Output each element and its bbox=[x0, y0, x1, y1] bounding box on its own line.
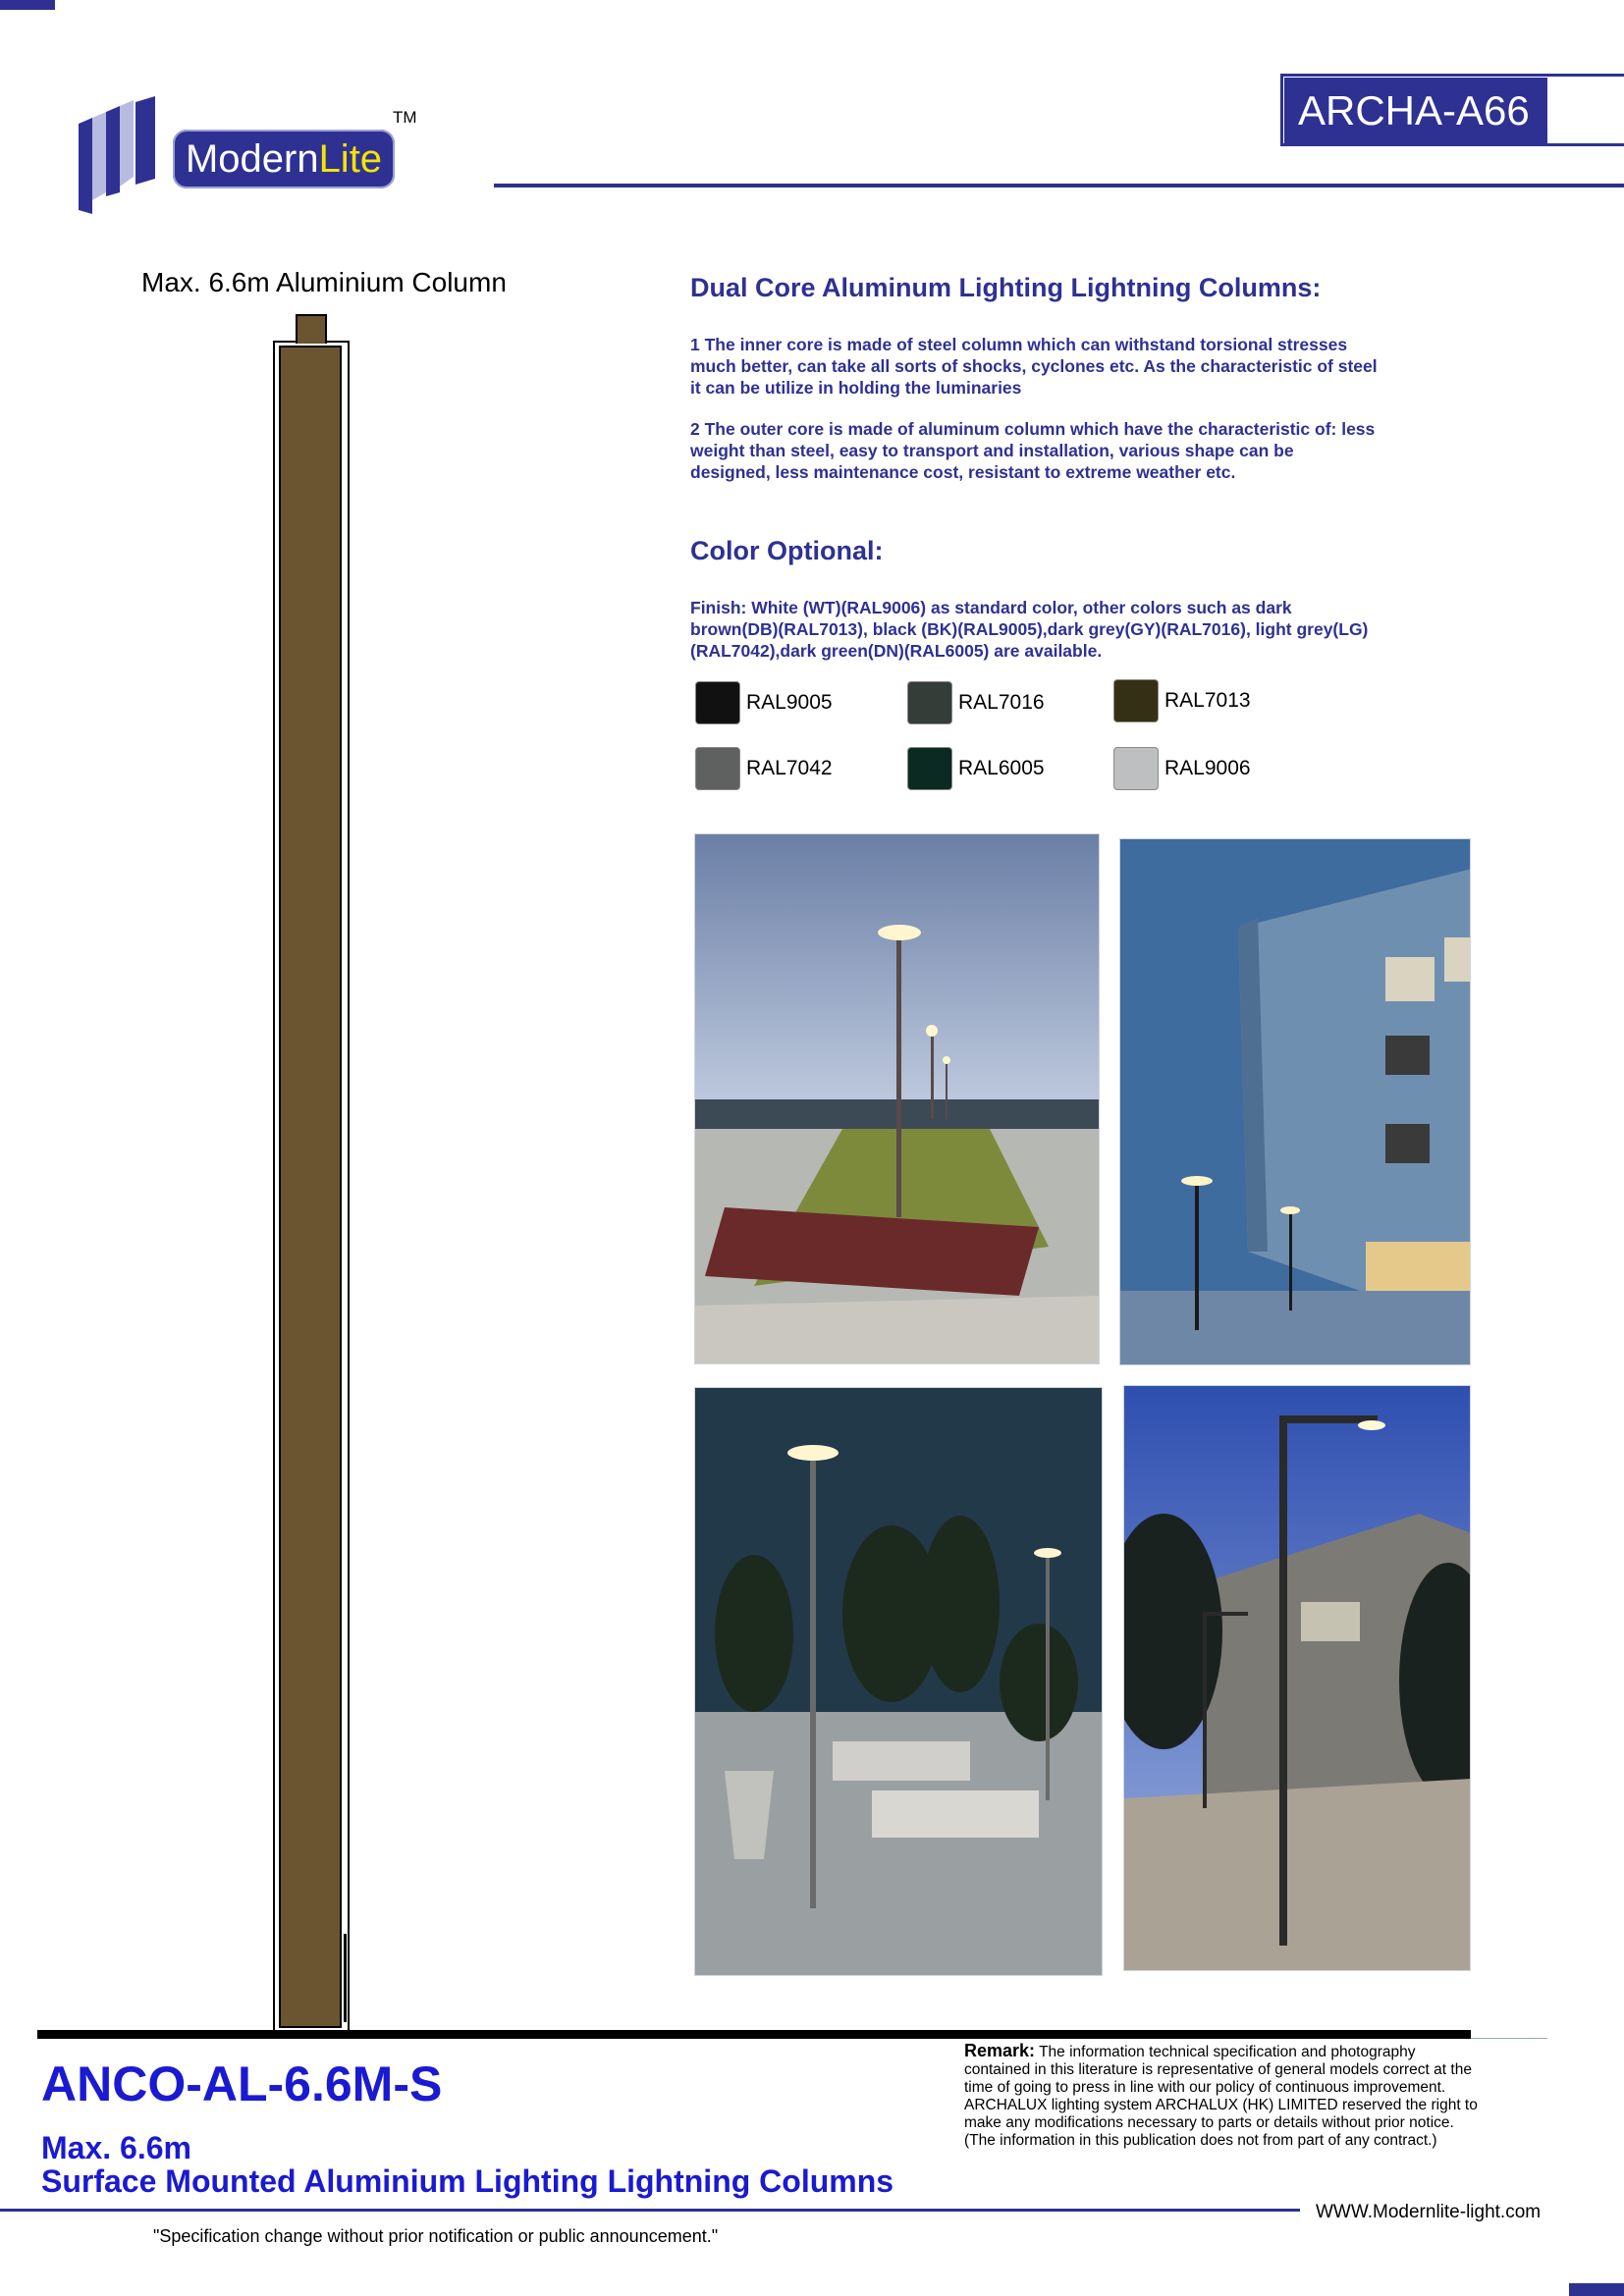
remark-text: The information technical specification and photography contained in this literature is representative of general models correct at the time of going to press in line with our policy of continuous improvement. ARCHALUX lighting system ARCHALUX (HK) LIMITED reserved the right to make any modifications necessary to parts or details without prior notice. (The information in this publication does not from part of any contract.) bbox=[964, 2044, 1478, 2149]
finish-description: Finish: White (WT)(RAL9006) as standard color, other colors such as dark brown(DB)(RAL7013), black (BK)(RAL9005),dark grey(GY)(RAL7016), light grey(LG)(RAL7042),dark green(DN)(RAL6005) are available. bbox=[690, 598, 1369, 661]
photo-park-columns bbox=[694, 1387, 1103, 1976]
trademark-symbol: TM bbox=[393, 108, 417, 127]
brand-logo bbox=[77, 94, 430, 217]
color-heading: Color Optional: bbox=[690, 536, 884, 565]
intro-point-2: 2 The outer core is made of aluminum column which have the characteristic of: less weight than steel, easy to transport and installation, various shape can be designed, less maintenance cost, resistant to extreme weather etc. bbox=[690, 419, 1376, 482]
swatch-ral6005: RAL6005 bbox=[907, 747, 1045, 790]
header-divider bbox=[494, 184, 1624, 187]
color-chip bbox=[1113, 747, 1159, 790]
photo-building-columns bbox=[1119, 838, 1471, 1365]
swatch-ral9005: RAL9005 bbox=[695, 681, 833, 724]
remark-label: Remark: bbox=[964, 2041, 1036, 2060]
color-chip bbox=[695, 681, 740, 724]
swatch-ral7016: RAL7016 bbox=[907, 681, 1045, 724]
logo-mark-icon bbox=[77, 94, 185, 217]
photo-plaza-columns bbox=[694, 833, 1100, 1364]
disclaimer-text: "Specification change without prior notification or public announcement." bbox=[153, 2226, 719, 2246]
column-top-cap bbox=[296, 314, 327, 344]
website-link[interactable]: WWW.Modernlite-light.com bbox=[1316, 2202, 1542, 2222]
color-chip bbox=[907, 681, 952, 724]
color-chip bbox=[1113, 679, 1159, 722]
color-chip bbox=[695, 747, 740, 790]
column-inner-core bbox=[279, 346, 342, 2028]
intro-point-1: 1 The inner core is made of steel column which can withstand torsional stresses much better, can take all sorts of shocks, cyclones etc. As the characteristic of steel it can be utilize in holding the luminaries bbox=[690, 335, 1378, 398]
footer-divider bbox=[0, 2209, 1300, 2212]
series-badge: ARCHA-A66 bbox=[1284, 78, 1547, 144]
photo-street-columns bbox=[1123, 1385, 1471, 1971]
bottom-divider bbox=[37, 2030, 1471, 2039]
product-height: Max. 6.6m bbox=[41, 2130, 191, 2165]
corner-accent-top bbox=[0, 0, 55, 10]
color-chip bbox=[907, 747, 952, 790]
column-access-door bbox=[344, 1934, 347, 2022]
bottom-divider-extension bbox=[1471, 2038, 1547, 2039]
swatch-ral7013: RAL7013 bbox=[1113, 679, 1251, 722]
logo-wordmark: ModernLite bbox=[173, 130, 395, 188]
intro-heading: Dual Core Aluminum Lighting Lightning Columns: bbox=[690, 273, 1322, 302]
remark-note bbox=[964, 2042, 1485, 2150]
corner-accent-bottom bbox=[1569, 2283, 1624, 2296]
swatch-ral9006: RAL9006 bbox=[1113, 747, 1251, 790]
swatch-ral7042: RAL7042 bbox=[695, 747, 833, 790]
product-code: ANCO-AL-6.6M-S bbox=[41, 2056, 443, 2111]
product-description: Surface Mounted Aluminium Lighting Lightning Columns bbox=[41, 2163, 894, 2199]
column-drawing-title: Max. 6.6m Aluminium Column bbox=[141, 267, 507, 297]
